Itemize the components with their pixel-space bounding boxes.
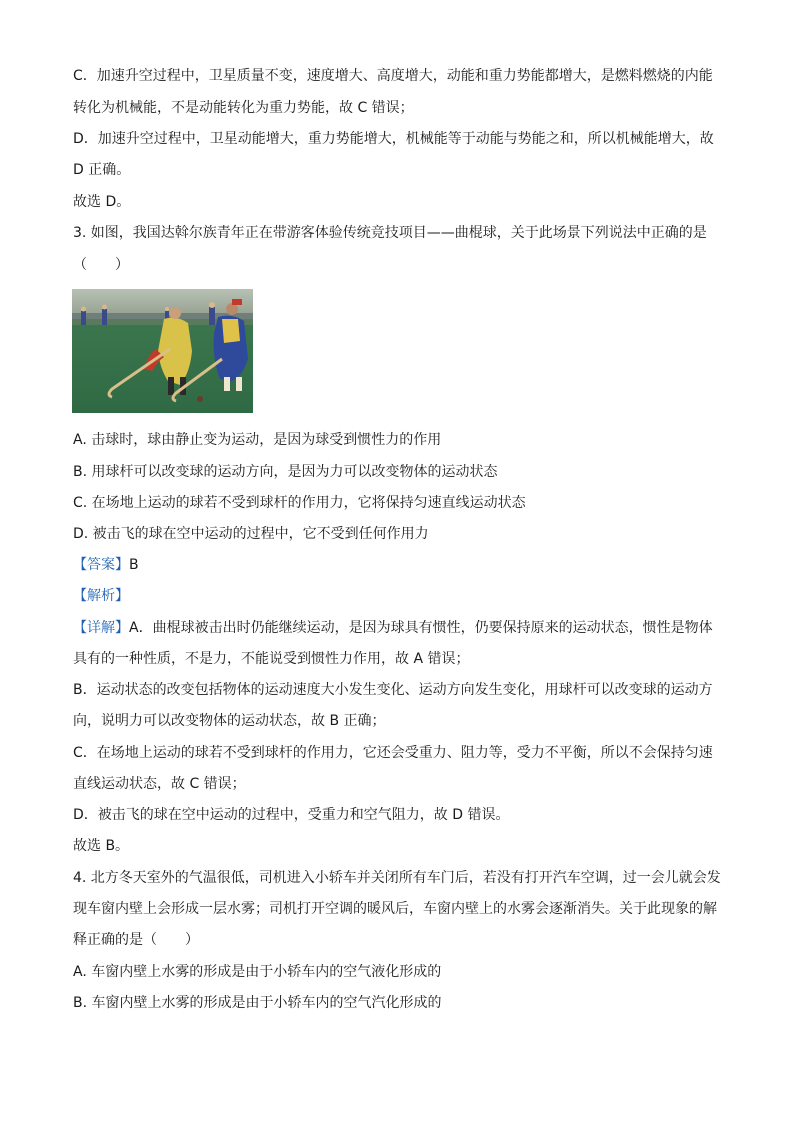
q3-stem-line1: 3. 如图，我国达斡尔族青年正在带游客体验传统竞技项目——曲棍球，关于此场景下列说法中正确的是 [73,225,707,241]
q3-detail-b-line1: B．运动状态的改变包括物体的运动速度大小发生变化、运动方向发生变化，用球杆可以改变球的运动方 [73,682,713,698]
detail-tag: 【详解】 [73,620,129,636]
q4-stem-line2: 现车窗内壁上会形成一层水雾；司机打开空调的暖风后，车窗内壁上的水雾会逐渐消失。关于此现象的解 [73,901,717,917]
prev-c-line2: 转化为机械能，不是动能转化为重力势能，故 C 错误； [73,100,414,116]
q3-detail-c-line2: 直线运动状态，故 C 错误； [73,776,246,792]
q3-detail-a-line1 [73,618,713,638]
detail-a-text: A．曲棍球被击出时仍能继续运动，是因为球具有惯性，仍要保持原来的运动状态，惯性是物体 [129,620,713,636]
hockey-photo [72,289,253,413]
q3-option-a: A. 击球时，球由静止变为运动，是因为球受到惯性力的作用 [73,432,442,448]
prev-d-line1: D．加速升空过程中，卫星动能增大，重力势能增大，机械能等于动能与势能之和，所以机械能增大，故 [73,131,714,147]
answer-value: B [129,557,139,573]
q3-option-b: B. 用球杆可以改变球的运动方向，是因为力可以改变物体的运动状态 [73,464,498,480]
q3-detail-b-line2: 向，说明力可以改变物体的运动状态，故 B 正确； [73,713,386,729]
q3-option-c: C. 在场地上运动的球若不受到球杆的作用力，它将保持匀速直线运动状态 [73,495,526,511]
prev-d-line2: D 正确。 [73,162,131,178]
q4-stem-line3: 释正确的是（ ） [73,932,199,948]
q3-detail-a-line2: 具有的一种性质，不是力，不能说受到惯性力作用，故 A 错误； [73,651,470,667]
answer-tag: 【答案】 [73,557,129,573]
q3-option-d: D. 被击飞的球在空中运动的过程中，它不受到任何作用力 [73,526,429,542]
q3-stem-line2: （ ） [73,257,129,273]
prev-c-line1: C．加速升空过程中，卫星质量不变，速度增大、高度增大，动能和重力势能都增大，是燃料燃烧的内能 [73,68,713,84]
q4-option-b: B. 车窗内壁上水雾的形成是由于小轿车内的空气汽化形成的 [73,995,442,1011]
q3-answer [73,555,139,575]
analysis-tag: 【解析】 [73,588,129,604]
q3-analysis-tag [73,586,129,606]
q3-detail-d-line1: D．被击飞的球在空中运动的过程中，受重力和空气阻力，故 D 错误。 [73,807,510,823]
q4-option-a: A. 车窗内壁上水雾的形成是由于小轿车内的空气液化形成的 [73,964,442,980]
q4-stem-line1: 4. 北方冬天室外的气温很低，司机进入小轿车并关闭所有车门后，若没有打开汽车空调，过一会儿就会发 [73,870,721,886]
q3-detail-c-line1: C．在场地上运动的球若不受到球杆的作用力，它还会受重力、阻力等，受力不平衡，所以不会保持匀速 [73,745,713,761]
prev-select: 故选 D。 [73,194,131,210]
q3-select: 故选 B。 [73,838,130,854]
